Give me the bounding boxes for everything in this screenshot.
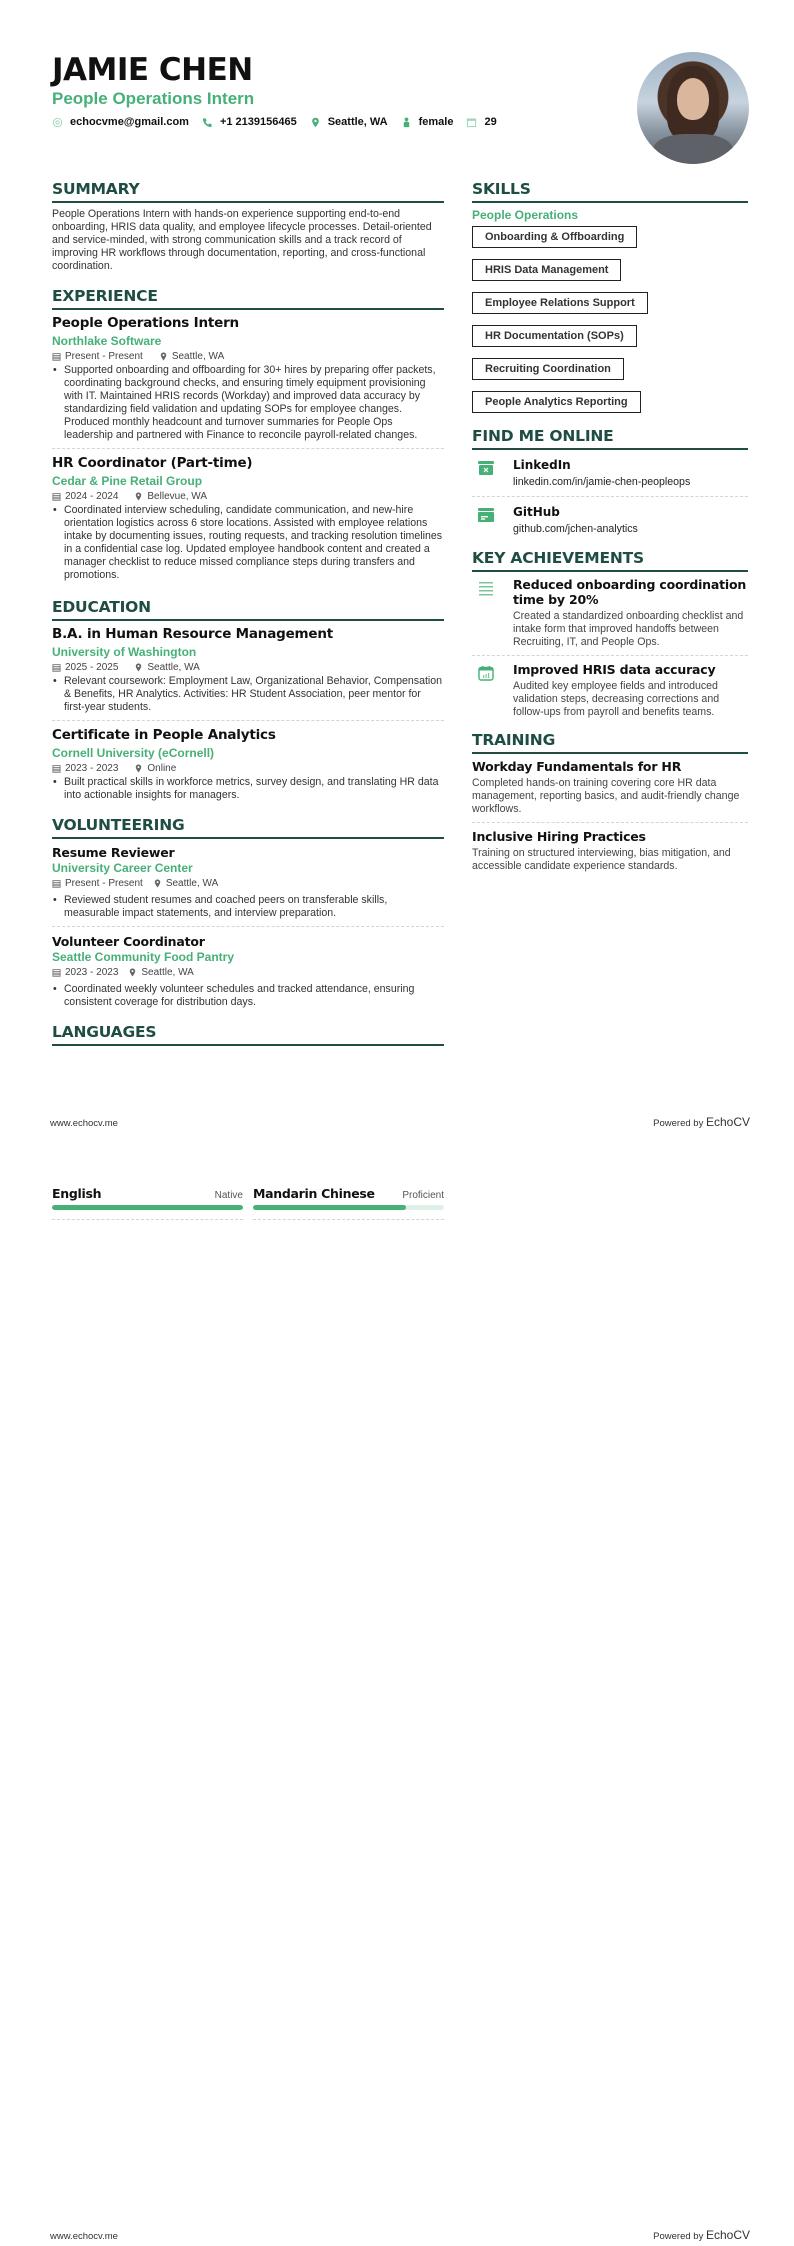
calendar-icon <box>52 879 61 888</box>
contact-location <box>310 116 388 128</box>
candidate-title: People Operations Intern <box>52 89 255 108</box>
location-pin-icon <box>153 879 162 888</box>
contact-location-value: Seattle, WA <box>327 116 388 128</box>
entry-organization: University of Washington <box>52 645 197 659</box>
training-item <box>472 829 748 879</box>
entry-title: Volunteer Coordinator <box>52 934 205 949</box>
contact-email-value: echocvme@gmail.com <box>70 116 189 128</box>
contact-phone-value: +1 2139156465 <box>219 116 297 128</box>
achievement-item <box>472 577 748 656</box>
entry-dates: 2024 - 2024 <box>65 491 119 502</box>
skill-category: People Operations <box>472 208 579 222</box>
page-footer <box>50 2228 750 2242</box>
skills-heading: SKILLS <box>472 180 748 203</box>
entry-dates: Present - Present <box>65 351 143 362</box>
achievements-heading: KEY ACHIEVEMENTS <box>472 549 748 572</box>
achievement-title: Improved HRIS data accuracy <box>513 662 716 677</box>
training-title: Workday Fundamentals for HR <box>472 759 682 774</box>
bullet-item: • Relevant coursework: Employment Law, Organizational Behavior, Compensation & Benefits, HR Analytics. Activities: HR Student Association, peer mentor for first-year students. <box>52 675 444 714</box>
language-level: Native <box>214 1190 243 1201</box>
skill-tag: Employee Relations Support <box>472 292 648 314</box>
entry-meta <box>52 966 444 979</box>
training-title: Inclusive Hiring Practices <box>472 829 646 844</box>
location-pin-icon <box>134 663 143 672</box>
language-proficiency-bar <box>253 1205 444 1210</box>
footer-brand[interactable]: EchoCV <box>705 1115 750 1129</box>
achievement-description: Created a standardized onboarding checklist and intake form that improved handoffs between Recruiting, IT, and People Ops. <box>513 610 744 648</box>
contact-phone[interactable] <box>202 116 297 128</box>
entry-bullets <box>52 364 444 442</box>
bullet-item: • Supported onboarding and offboarding for 30+ hires by preparing offer packets, coordinating background checks, and ensuring timely equipment provisioning with IT. Maintained HRIS records (Workday) and improved data accuracy by standardizing field validation and updating SOPs for employee changes. Produced monthly headcount and turnover summaries for People Ops leadership and partnered with Finance to reconcile payroll-related changes. <box>52 364 444 442</box>
calendar-icon <box>52 764 61 773</box>
entry-title: B.A. in Human Resource Management <box>52 626 334 642</box>
footer-powered-by: Powered by <box>653 2231 704 2242</box>
location-pin-icon <box>134 764 143 773</box>
language-name: Mandarin Chinese <box>253 1186 375 1201</box>
entry-location: Bellevue, WA <box>147 491 208 502</box>
calendar-icon <box>52 352 61 361</box>
skill-tag: HRIS Data Management <box>472 259 621 281</box>
entry-bullets <box>52 776 444 802</box>
calendar-icon <box>466 117 477 128</box>
experience-entry <box>52 455 444 588</box>
entry-dates: Present - Present <box>65 878 143 889</box>
entry-location: Online <box>147 763 177 774</box>
entry-bullets <box>52 894 444 920</box>
skill-tag: HR Documentation (SOPs) <box>472 325 637 347</box>
education-entry <box>52 626 444 721</box>
entry-bullets <box>52 675 444 714</box>
entry-location: Seattle, WA <box>165 878 219 889</box>
entry-bullets <box>52 504 444 582</box>
github-icon <box>477 507 495 523</box>
entry-dates: 2023 - 2023 <box>65 967 119 978</box>
resume-header <box>52 52 612 128</box>
footer-powered-by: Powered by <box>653 1118 704 1129</box>
linkedin-icon <box>477 460 495 476</box>
online-url[interactable]: github.com/jchen-analytics <box>513 523 638 535</box>
footer-website[interactable]: www.echocv.me <box>50 1118 118 1129</box>
entry-organization: Cedar & Pine Retail Group <box>52 474 203 488</box>
online-label: GitHub <box>513 505 560 519</box>
footer-website[interactable]: www.echocv.me <box>50 2231 118 2242</box>
entry-location: Seattle, WA <box>171 351 225 362</box>
entry-location: Seattle, WA <box>141 967 194 978</box>
language-level: Proficient <box>402 1190 444 1201</box>
achievements-section <box>472 549 748 725</box>
education-section <box>52 598 444 808</box>
bullet-item: • Coordinated weekly volunteer schedules and tracked attendance, ensuring consistent coverage for distribution days. <box>52 983 444 1009</box>
bullet-item: • Coordinated interview scheduling, candidate communication, and new-hire orientation logistics across 6 store locations. Assisted with employee relations intake by documenting issues, routing requests, and tracking resolution timelines in a confidential case log. Updated employee handbook content and created a manager checklist to reduce missed compliance steps during transfers and promotions. <box>52 504 444 582</box>
list-icon <box>477 580 495 596</box>
online-url[interactable]: linkedin.com/in/jamie-chen-peopleops <box>513 476 691 488</box>
experience-section <box>52 287 444 588</box>
languages-list <box>52 1186 444 1220</box>
skill-tag: Recruiting Coordination <box>472 358 624 380</box>
entry-bullets <box>52 983 444 1009</box>
entry-title: People Operations Intern <box>52 315 239 331</box>
entry-title: HR Coordinator (Part-time) <box>52 455 253 471</box>
entry-organization: Seattle Community Food Pantry <box>52 950 235 964</box>
contact-row <box>52 116 612 128</box>
contact-age-value: 29 <box>484 116 497 128</box>
contact-age <box>466 116 496 128</box>
education-heading: EDUCATION <box>52 598 444 621</box>
skills-section <box>472 180 748 424</box>
achievement-description: Audited key employee fields and introduced validation steps, decreasing corrections and follow-ups from payroll and benefits teams. <box>513 680 720 718</box>
volunteering-heading: VOLUNTEERING <box>52 816 444 839</box>
training-heading: TRAINING <box>472 731 748 754</box>
location-pin-icon <box>128 968 137 977</box>
education-entry <box>52 727 444 808</box>
experience-entry <box>52 315 444 449</box>
resume-page-2 <box>0 1123 794 2246</box>
entry-meta <box>52 661 444 674</box>
calendar-chart-icon <box>477 665 495 681</box>
skill-tag: People Analytics Reporting <box>472 391 641 413</box>
bullet-item: • Built practical skills in workforce metrics, survey design, and translating HR data into actionable insights for managers. <box>52 776 444 802</box>
right-column <box>472 180 748 885</box>
languages-section <box>52 1023 444 1046</box>
training-section <box>472 731 748 879</box>
phone-icon <box>202 117 213 128</box>
at-icon <box>52 117 63 128</box>
contact-gender <box>401 116 454 128</box>
summary-text: People Operations Intern with hands-on experience supporting end-to-end onboarding, HRIS data quality, and employee lifecycle processes. Detail-oriented and service-minded, with strong communication skills and a track record of improving HR workflows through documentation, reporting, and cross-functional coordination. <box>52 208 432 272</box>
language-item <box>52 1186 243 1220</box>
volunteering-entry <box>52 844 444 927</box>
skills-list <box>472 226 748 424</box>
summary-section <box>52 180 444 273</box>
location-pin-icon <box>134 492 143 501</box>
languages-heading: LANGUAGES <box>52 1023 444 1046</box>
entry-meta <box>52 877 444 890</box>
bullet-item: • Reviewed student resumes and coached peers on transferable skills, measurable impact statements, and interview preparation. <box>52 894 444 920</box>
entry-meta <box>52 490 444 503</box>
profile-photo <box>637 52 749 164</box>
entry-location: Seattle, WA <box>147 662 200 673</box>
training-description: Completed hands-on training covering core HR data management, reporting basics, and audit-friendly change workflows. <box>472 777 740 815</box>
calendar-icon <box>52 492 61 501</box>
language-proficiency-bar <box>52 1205 243 1210</box>
left-column <box>52 180 444 1051</box>
language-item <box>253 1186 444 1220</box>
achievement-item <box>472 662 748 725</box>
contact-email[interactable] <box>52 116 189 128</box>
location-pin-icon <box>159 352 168 361</box>
language-name: English <box>52 1186 102 1201</box>
online-heading: FIND ME ONLINE <box>472 427 748 450</box>
online-item-github[interactable] <box>472 502 748 543</box>
entry-meta <box>52 350 444 363</box>
online-item-linkedin[interactable] <box>472 455 748 497</box>
entry-meta <box>52 762 444 775</box>
entry-organization: University Career Center <box>52 861 193 875</box>
candidate-name: JAMIE CHEN <box>52 52 253 88</box>
online-label: LinkedIn <box>513 458 571 472</box>
skill-tag: Onboarding & Offboarding <box>472 226 637 248</box>
entry-dates: 2023 - 2023 <box>65 763 119 774</box>
summary-heading: SUMMARY <box>52 180 444 203</box>
experience-heading: EXPERIENCE <box>52 287 444 310</box>
training-item <box>472 759 748 823</box>
entry-organization: Northlake Software <box>52 334 162 348</box>
entry-title: Certificate in People Analytics <box>52 727 276 743</box>
achievement-title: Reduced onboarding coordination time by 20% <box>513 577 747 607</box>
entry-dates: 2025 - 2025 <box>65 662 119 673</box>
training-description: Training on structured interviewing, bias mitigation, and accessible candidate experience standards. <box>472 847 731 872</box>
calendar-icon <box>52 663 61 672</box>
contact-gender-value: female <box>418 116 454 128</box>
volunteering-section <box>52 816 444 1015</box>
online-section <box>472 427 748 543</box>
volunteering-entry <box>52 933 444 1015</box>
entry-title: Resume Reviewer <box>52 845 175 860</box>
calendar-icon <box>52 968 61 977</box>
entry-organization: Cornell University (eCornell) <box>52 746 215 760</box>
footer-brand[interactable]: EchoCV <box>705 2228 750 2242</box>
person-icon <box>401 117 412 128</box>
location-pin-icon <box>310 117 321 128</box>
